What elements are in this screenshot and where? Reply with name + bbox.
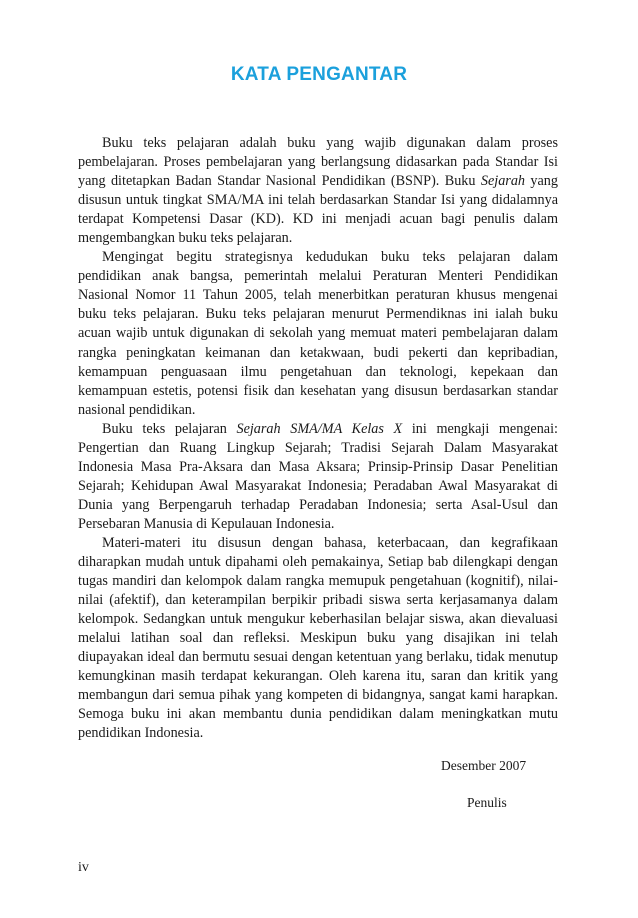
paragraph-3-text-c: ini mengkaji mengenai: Pengertian dan Ruang Lingkup Sejarah; Tradisi Sejarah Dalam Masyarakat Indonesia Masa Pra-Aksara dan Masa Aksara; Prinsip-Prinsip Dasar Penelitian Sejarah; Kehidupan Awal Masyarakat Indonesia; Peradaban Awal Masyarakat di Dunia yang Berpengaruh terhadap Peradaban Indonesia; serta Asal-Usul dan Persebaran Manusia di Kepulauan Indonesia. [78, 420, 558, 532]
paragraph-1-text-a: Buku teks pelajaran adalah buku yang wajib digunakan dalam proses pembelajaran. Proses pembelajaran yang berlangsung didasarkan pada Standar Isi yang ditetapkan Badan Standar Nasional Pendidikan (BSNP). Buku [78, 135, 558, 190]
page-title: KATA PENGANTAR [230, 64, 408, 85]
signature-date: Desember 2007 [441, 758, 527, 773]
paragraph-1 [78, 134, 558, 248]
paragraph-3-italic: Sejarah SMA/MA Kelas X [236, 420, 403, 437]
page-number: iv [78, 860, 89, 875]
paragraph-1-italic: Sejarah [480, 173, 526, 190]
signature-name: Penulis [467, 795, 507, 810]
paragraph-3-text-a: Buku teks pelajaran [102, 420, 237, 437]
paragraph-4: Materi-materi itu disusun dengan bahasa, keterbacaan, dan kegrafikaan diharapkan mudah untuk dipahami oleh pemakainya, Setiap bab dilengkapi dengan tugas mandiri dan kelompok dalam rangka memupuk pengetahuan (kognitif), nilai-nilai (afektif), dan keterampilan berpikir pribadi siswa serta kerjasamanya dalam kelompok. Sedangkan untuk mengukur keberhasilan belajar siswa, akan dievaluasi melalui latihan soal dan refleksi. Meskipun buku yang disajikan ini telah diupayakan ideal dan bermutu sesuai dengan ketentuan yang berlaku, tidak menutup kemungkinan masih terdapat kekurangan. Oleh karena itu, saran dan kritik yang membangun dari semua pihak yang kompeten di bidangnya, sangat kami harapkan. Semoga buku ini akan membantu dunia pendidikan dalam meningkatkan mutu pendidikan Indonesia. [78, 534, 558, 742]
paragraph-2: Mengingat begitu strategisnya kedudukan buku teks pelajaran dalam pendidikan anak bangsa, pemerintah melalui Peraturan Menteri Pendidikan Nasional Nomor 11 Tahun 2005, telah menerbitkan peraturan khusus mengenai buku teks pelajaran. Buku teks pelajaran menurut Permendiknas ini ialah buku acuan wajib untuk digunakan di sekolah yang memuat materi pembelajaran dalam rangka peningkatan keimanan dan ketakwaan, budi pekerti dan kepribadian, kemampuan penguasaan ilmu pengetahuan dan teknologi, kepekaan dan kemampuan estetis, potensi fisik dan kesehatan yang disusun berdasarkan standar nasional pendidikan. [78, 249, 558, 418]
paragraph-1-text-c: yang disusun untuk tingkat SMA/MA ini telah berdasarkan Standar Isi yang didalamnya terdapat Kompetensi Dasar (KD). KD ini menjadi acuan bagi penulis dalam mengembangkan buku teks pelajaran. [78, 173, 558, 247]
body-text [78, 134, 558, 744]
paragraph-3 [78, 420, 558, 534]
